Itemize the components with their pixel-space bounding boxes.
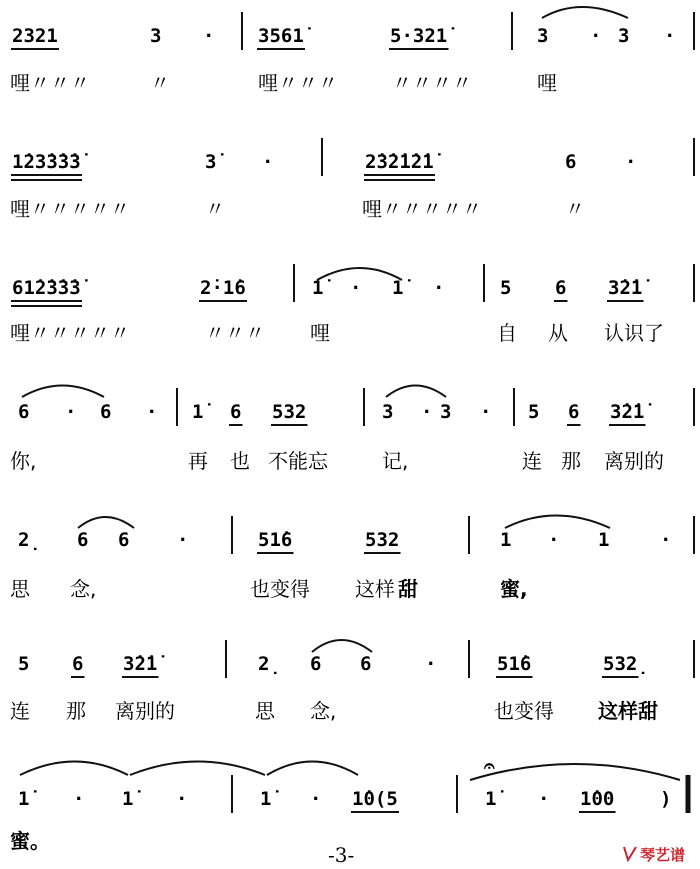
dot-extension: · xyxy=(146,401,158,423)
site-watermark xyxy=(624,846,685,864)
fermata-mark: 𝄐 xyxy=(484,755,495,777)
tie-arc xyxy=(20,762,128,776)
lyric-text: 思 xyxy=(10,577,30,601)
note-group: 2̣ xyxy=(18,529,41,551)
note-group: 6 xyxy=(230,401,242,423)
note-group: 5 xyxy=(500,277,512,299)
lyric-text: 〃 xyxy=(565,197,585,221)
note-group: 3 xyxy=(618,25,630,47)
dot-extension: · xyxy=(203,25,215,47)
lyric-text: 哩 xyxy=(537,71,557,95)
note-group: 5 xyxy=(528,401,540,423)
dot-extension: · xyxy=(73,788,85,810)
lyric-text: 哩〃〃〃 xyxy=(258,71,338,95)
lyric-text: 离别的 xyxy=(604,449,664,473)
note-group: 6 xyxy=(568,401,580,423)
note-group: 1 xyxy=(500,529,512,551)
dot-extension: · xyxy=(660,529,672,551)
note-group: 1̇23̇3̇3̇3̇ xyxy=(12,151,81,173)
note-group: 3̇2̇1̇ xyxy=(608,277,643,299)
dot-extension: · xyxy=(548,529,560,551)
lyric-text: 〃〃〃〃 xyxy=(392,71,472,95)
note-group: 1̇ xyxy=(392,277,404,299)
lyric-text: 你, xyxy=(10,449,37,473)
lyric-text: 哩〃〃〃〃〃 xyxy=(10,197,130,221)
lyric-text: 〃 xyxy=(205,197,225,221)
lyric-text: 这样甜 xyxy=(598,699,658,723)
note-group: 6 xyxy=(100,401,112,423)
lyric-text: 哩 xyxy=(310,321,330,345)
dot-extension: · xyxy=(262,151,274,173)
tie-arc xyxy=(505,516,610,529)
note-group: 6 xyxy=(77,529,89,551)
lyric-text: 念, xyxy=(310,699,337,723)
lyric-text: 蜜, xyxy=(500,577,528,601)
note-group: 3 xyxy=(440,401,452,423)
lyric-text: 也 xyxy=(230,449,250,473)
dot-extension: · xyxy=(421,401,433,423)
lyric-text: 哩〃〃〃〃〃 xyxy=(10,321,130,345)
note-group: 532 xyxy=(365,529,400,551)
logo-icon xyxy=(624,847,636,860)
dot-extension: · xyxy=(625,151,637,173)
tie-arc xyxy=(470,764,680,780)
note-group: 6 xyxy=(555,277,567,299)
note-group: 6 xyxy=(360,653,372,675)
page-number: -3- xyxy=(328,843,355,867)
dot-extension: · xyxy=(590,25,602,47)
note-group: 1̇ xyxy=(312,277,324,299)
dot-extension: · xyxy=(176,788,188,810)
note-group: 61̇2̇3̇3̇3̇ xyxy=(12,277,81,299)
note-group: 1̇00 xyxy=(580,788,615,810)
lyric-text: 〃〃〃 xyxy=(205,321,265,345)
note-group: 1̇ xyxy=(260,788,272,810)
note-group: 3̇2̇1̇ xyxy=(123,653,158,675)
dot-extension: · xyxy=(480,401,492,423)
lyric-text: 思 xyxy=(255,699,275,723)
note-group: 1̇ xyxy=(485,788,497,810)
lyric-text: 记, xyxy=(382,449,409,473)
note-group: 5 xyxy=(18,653,30,675)
note-group: 2̇3̇2̇1̇2̇1̇ xyxy=(365,151,434,173)
tie-arc xyxy=(386,386,446,398)
note-group: 532̣ xyxy=(603,653,649,675)
note-group: 3̇ xyxy=(205,151,217,173)
dot-extension: · xyxy=(310,788,322,810)
note-group: 532 xyxy=(272,401,307,423)
tie-arc xyxy=(130,762,265,776)
note-group: 1 xyxy=(598,529,610,551)
tie-arc xyxy=(78,517,134,528)
note-group: 3561̇ xyxy=(258,25,304,47)
lyric-text: 甜 xyxy=(398,577,418,601)
tie-arcs xyxy=(20,7,680,780)
note-group: 3 xyxy=(382,401,394,423)
lyric-text: 不能忘 xyxy=(268,449,328,473)
note-group: 2̇·1̇6 xyxy=(200,277,246,299)
tie-arc xyxy=(267,762,358,776)
watermark-text: 琴艺谱 xyxy=(640,846,686,864)
note-group: 6 xyxy=(118,529,130,551)
note-group: 6 xyxy=(565,151,577,173)
dot-extension: · xyxy=(177,529,189,551)
lyric-text: 〃 xyxy=(150,71,170,95)
note-group: 3 xyxy=(537,25,549,47)
lyric-text: 连 xyxy=(522,449,542,473)
dot-extension: · xyxy=(538,788,550,810)
note-group: 6 xyxy=(18,401,30,423)
note-group: 5·321̇ xyxy=(390,25,448,47)
dot-extension: · xyxy=(65,401,77,423)
lyric-text: 连 xyxy=(10,699,30,723)
dot-extension: · xyxy=(350,277,362,299)
note-group: 51̇6 xyxy=(497,653,532,675)
lyric-text: 也变得 xyxy=(494,699,554,723)
tie-arc xyxy=(542,7,628,18)
note-group: 6 xyxy=(310,653,322,675)
lyric-text: 哩〃〃〃〃〃 xyxy=(362,197,482,221)
lyric-text: 自 xyxy=(497,321,517,345)
lyric-text: 从 xyxy=(548,321,568,345)
note-group: 51̇6 xyxy=(258,529,293,551)
notation-layer xyxy=(10,12,694,853)
note-group: ) xyxy=(660,788,672,810)
lyric-text: 念, xyxy=(70,577,97,601)
note-group: 3 xyxy=(150,25,162,47)
tie-arc xyxy=(312,640,372,652)
lyric-text: 那 xyxy=(561,449,581,473)
dot-extension: · xyxy=(664,25,676,47)
note-group: 6 xyxy=(72,653,84,675)
note-group: 2̣ xyxy=(258,653,281,675)
note-group: 1̇ xyxy=(122,788,134,810)
lyric-text: 这样 xyxy=(355,577,395,601)
lyric-text: 哩〃〃〃 xyxy=(10,71,90,95)
note-group: 3̇2̇1̇ xyxy=(610,401,645,423)
note-group: 1̇ xyxy=(192,401,204,423)
lyric-text: 蜜。 xyxy=(10,829,50,853)
lyric-text: 离别的 xyxy=(115,699,175,723)
lyric-text: 再 xyxy=(188,449,208,473)
tie-arc xyxy=(22,386,104,398)
lyric-text: 也变得 xyxy=(250,577,310,601)
dot-extension: · xyxy=(433,277,445,299)
note-group: 2321 xyxy=(12,25,58,47)
note-group: 1̇ xyxy=(18,788,30,810)
lyric-text: 认识了 xyxy=(604,321,664,345)
dot-extension: · xyxy=(425,653,437,675)
lyric-text: 那 xyxy=(66,699,86,723)
note-group: 1̇0(5 xyxy=(352,788,398,810)
